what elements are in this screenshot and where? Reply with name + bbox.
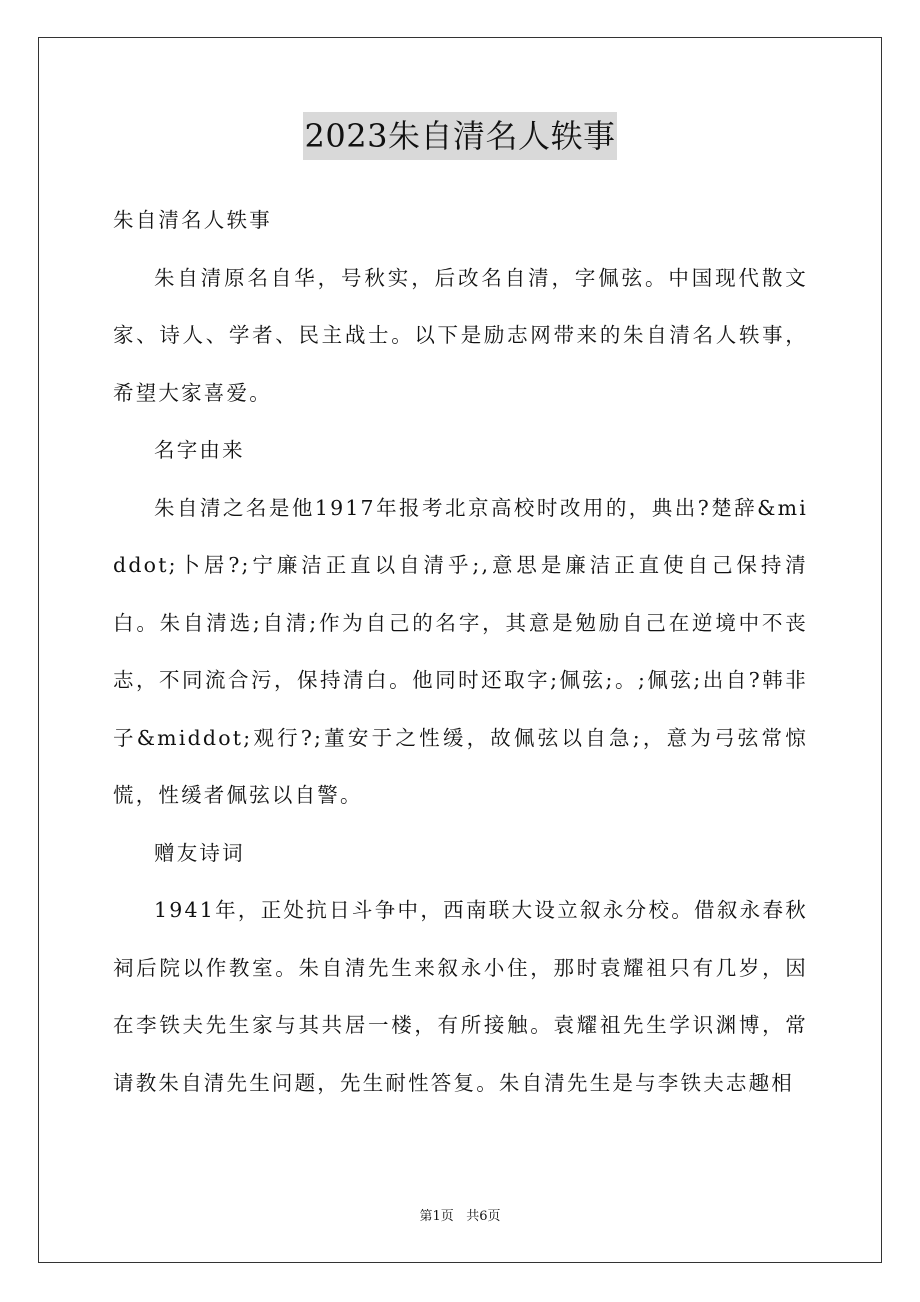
document-title: 2023朱自清名人轶事	[303, 112, 618, 160]
page-total: 共6页	[466, 1209, 501, 1224]
section-heading-name-origin: 名字由来	[154, 438, 245, 462]
paragraph-subtitle: 朱自清名人轶事	[113, 208, 272, 232]
page-footer	[0, 1205, 920, 1224]
paragraph-poem: 1941年，正处抗日斗争中，西南联大设立叙永分校。借叙永春秋祠后院以作教室。朱自清先生来叙永小住，那时袁耀祖只有几岁，因在李铁夫先生家与其共居一楼，有所接触。袁耀祖先生学识渊博，常请教朱自清先生问题，先生耐性答复。朱自清先生是与李铁夫志趣相	[113, 898, 808, 1095]
paragraph-name-origin: 朱自清之名是他1917年报考北京高校时改用的，典出?楚辞&middot;卜居?;宁廉洁正直以自清乎;,意思是廉洁正直使自己保持清白。朱自清选;自清;作为自己的名字，其意是勉励自己在逆境中不丧志，不同流合污，保持清白。他同时还取字;佩弦;。;佩弦;出自?韩非子&middot;观行?;董安于之性缓，故佩弦以自急;，意为弓弦常惊慌，性缓者佩弦以自警。	[113, 495, 808, 807]
document-body	[113, 192, 808, 1112]
title-container	[0, 112, 920, 160]
section-heading-poem: 赠友诗词	[154, 840, 245, 865]
page-number: 第1页	[419, 1209, 454, 1224]
paragraph-intro: 朱自清原名自华，号秋实，后改名自清，字佩弦。中国现代散文家、诗人、学者、民主战士。以下是励志网带来的朱自清名人轶事，希望大家喜爱。	[113, 265, 808, 405]
